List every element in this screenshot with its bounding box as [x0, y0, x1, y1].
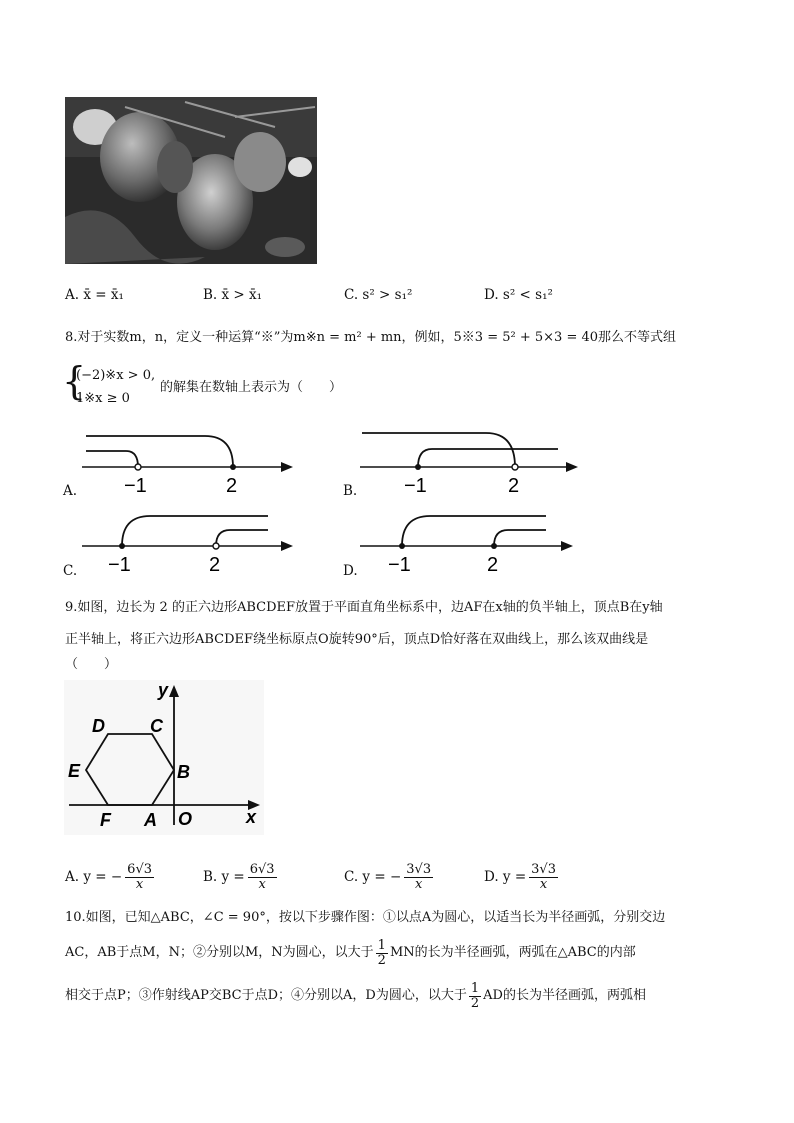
q7-option-a[interactable]: A. x̄ = x̄₁: [65, 287, 124, 303]
q8-option-b-label[interactable]: B.: [343, 483, 358, 499]
label-F: F: [100, 810, 111, 830]
tick-label-neg1: −1: [404, 475, 427, 495]
q10-question-line3: [65, 978, 646, 1014]
frac-numerator: 6√3: [249, 861, 275, 877]
fruit-photo: [65, 97, 317, 264]
q8-numberline-c[interactable]: [80, 507, 300, 577]
frac-denominator: x: [135, 876, 144, 892]
tick-label-2: 2: [209, 554, 221, 576]
left-brace: {: [62, 359, 87, 403]
q9-option-c-prefix: C. y = −: [344, 869, 402, 885]
label-A: A: [144, 810, 157, 830]
q8-question-tail: 的解集在数轴上表示为（ ）: [160, 380, 343, 395]
q8-numberline-b[interactable]: [358, 425, 583, 495]
q10-line2-text-b: MN的长为半径画弧，两弧在△ABC的内部: [389, 945, 636, 960]
frac-denominator: x: [415, 876, 423, 892]
frac-numerator: 3√3: [406, 861, 432, 877]
frac-denominator: 2: [377, 952, 386, 968]
q9-option-d-fraction: [529, 863, 558, 892]
label-x: x: [246, 807, 257, 827]
q8-system-line1: (−2)※x > 0,: [76, 368, 156, 383]
q7-option-b[interactable]: B. x̄ > x̄₁: [203, 287, 263, 303]
q8-question-line1: 8.对于实数m，n，定义一种运算“※”为m※n = m² + mn，例如，5※3 = 5² + 5×3 = 40那么不等式组: [65, 330, 677, 345]
q10-question-line2: [65, 935, 636, 971]
label-E: E: [68, 761, 81, 781]
q9-option-c[interactable]: [344, 857, 433, 897]
tick-label-neg1: −1: [124, 475, 147, 495]
q8-option-d-label[interactable]: D.: [343, 563, 358, 579]
frac-numerator: 1: [377, 937, 386, 953]
label-D: D: [92, 716, 105, 736]
q9-question-line3: （ ）: [65, 657, 118, 672]
frac-numerator: 1: [470, 980, 480, 996]
q8-system-line2: 1※x ≥ 0: [76, 391, 130, 406]
q9-option-b-prefix: B. y =: [203, 869, 245, 885]
q9-hexagon-figure: [64, 680, 264, 835]
tick-label-2: 2: [226, 475, 238, 495]
frac-denominator: x: [258, 876, 266, 892]
frac-numerator: 3√3: [531, 861, 556, 877]
frac-denominator: 2: [470, 995, 480, 1011]
q10-line3-text-a: 相交于点P；③作射线AP交BC于点D；④分别以A，D为圆心，以大于: [65, 988, 467, 1003]
q10-line3-text-b: AD的长为半径画弧，两弧相: [483, 988, 646, 1003]
q8-option-c-label[interactable]: C.: [63, 563, 78, 579]
frac-numerator: 6√3: [127, 861, 152, 877]
q9-option-b-fraction: [248, 863, 277, 892]
tick-label-neg1: −1: [108, 554, 131, 576]
tick-label-2: 2: [487, 554, 499, 576]
q8-numberline-a[interactable]: [80, 425, 300, 495]
q9-option-a-fraction: [125, 863, 154, 892]
label-B: B: [177, 762, 190, 782]
frac-denominator: x: [539, 876, 548, 892]
q9-option-d[interactable]: [484, 857, 558, 897]
q9-question-line2: 正半轴上，将正六边形ABCDEF绕坐标原点O旋转90°后，顶点D恰好落在双曲线上，那么该双曲线是: [65, 632, 649, 647]
label-C: C: [150, 716, 163, 736]
q10-line3-fraction: [469, 982, 481, 1011]
q9-option-a[interactable]: [65, 857, 154, 897]
q8-numberline-d[interactable]: [358, 507, 583, 577]
label-y: y: [158, 680, 169, 700]
q9-question-line1: 9.如图，边长为 2 的正六边形ABCDEF放置于平面直角坐标系中，边AF在x轴的负半轴上，顶点B在y轴: [65, 600, 663, 615]
tick-label-2: 2: [508, 475, 520, 495]
q10-line2-text-a: AC，AB于点M，N；②分别以M，N为圆心，以大于: [65, 945, 374, 960]
label-O: O: [178, 809, 193, 829]
q10-line2-fraction: [376, 939, 388, 968]
q9-option-a-prefix: A. y = −: [65, 869, 123, 885]
q7-option-c[interactable]: C. s² > s₁²: [344, 287, 413, 303]
q8-option-a-label[interactable]: A.: [63, 483, 78, 499]
q9-option-b[interactable]: [203, 857, 277, 897]
tick-label-neg1: −1: [388, 554, 411, 576]
q9-option-c-fraction: [404, 863, 433, 892]
q10-question-line1: 10.如图，已知△ABC，∠C = 90°，按以下步骤作图：①以点A为圆心，以适当长为半径画弧，分别交边: [65, 910, 666, 925]
q9-option-d-prefix: D. y =: [484, 869, 527, 885]
q7-option-d[interactable]: D. s² < s₁²: [484, 287, 553, 303]
